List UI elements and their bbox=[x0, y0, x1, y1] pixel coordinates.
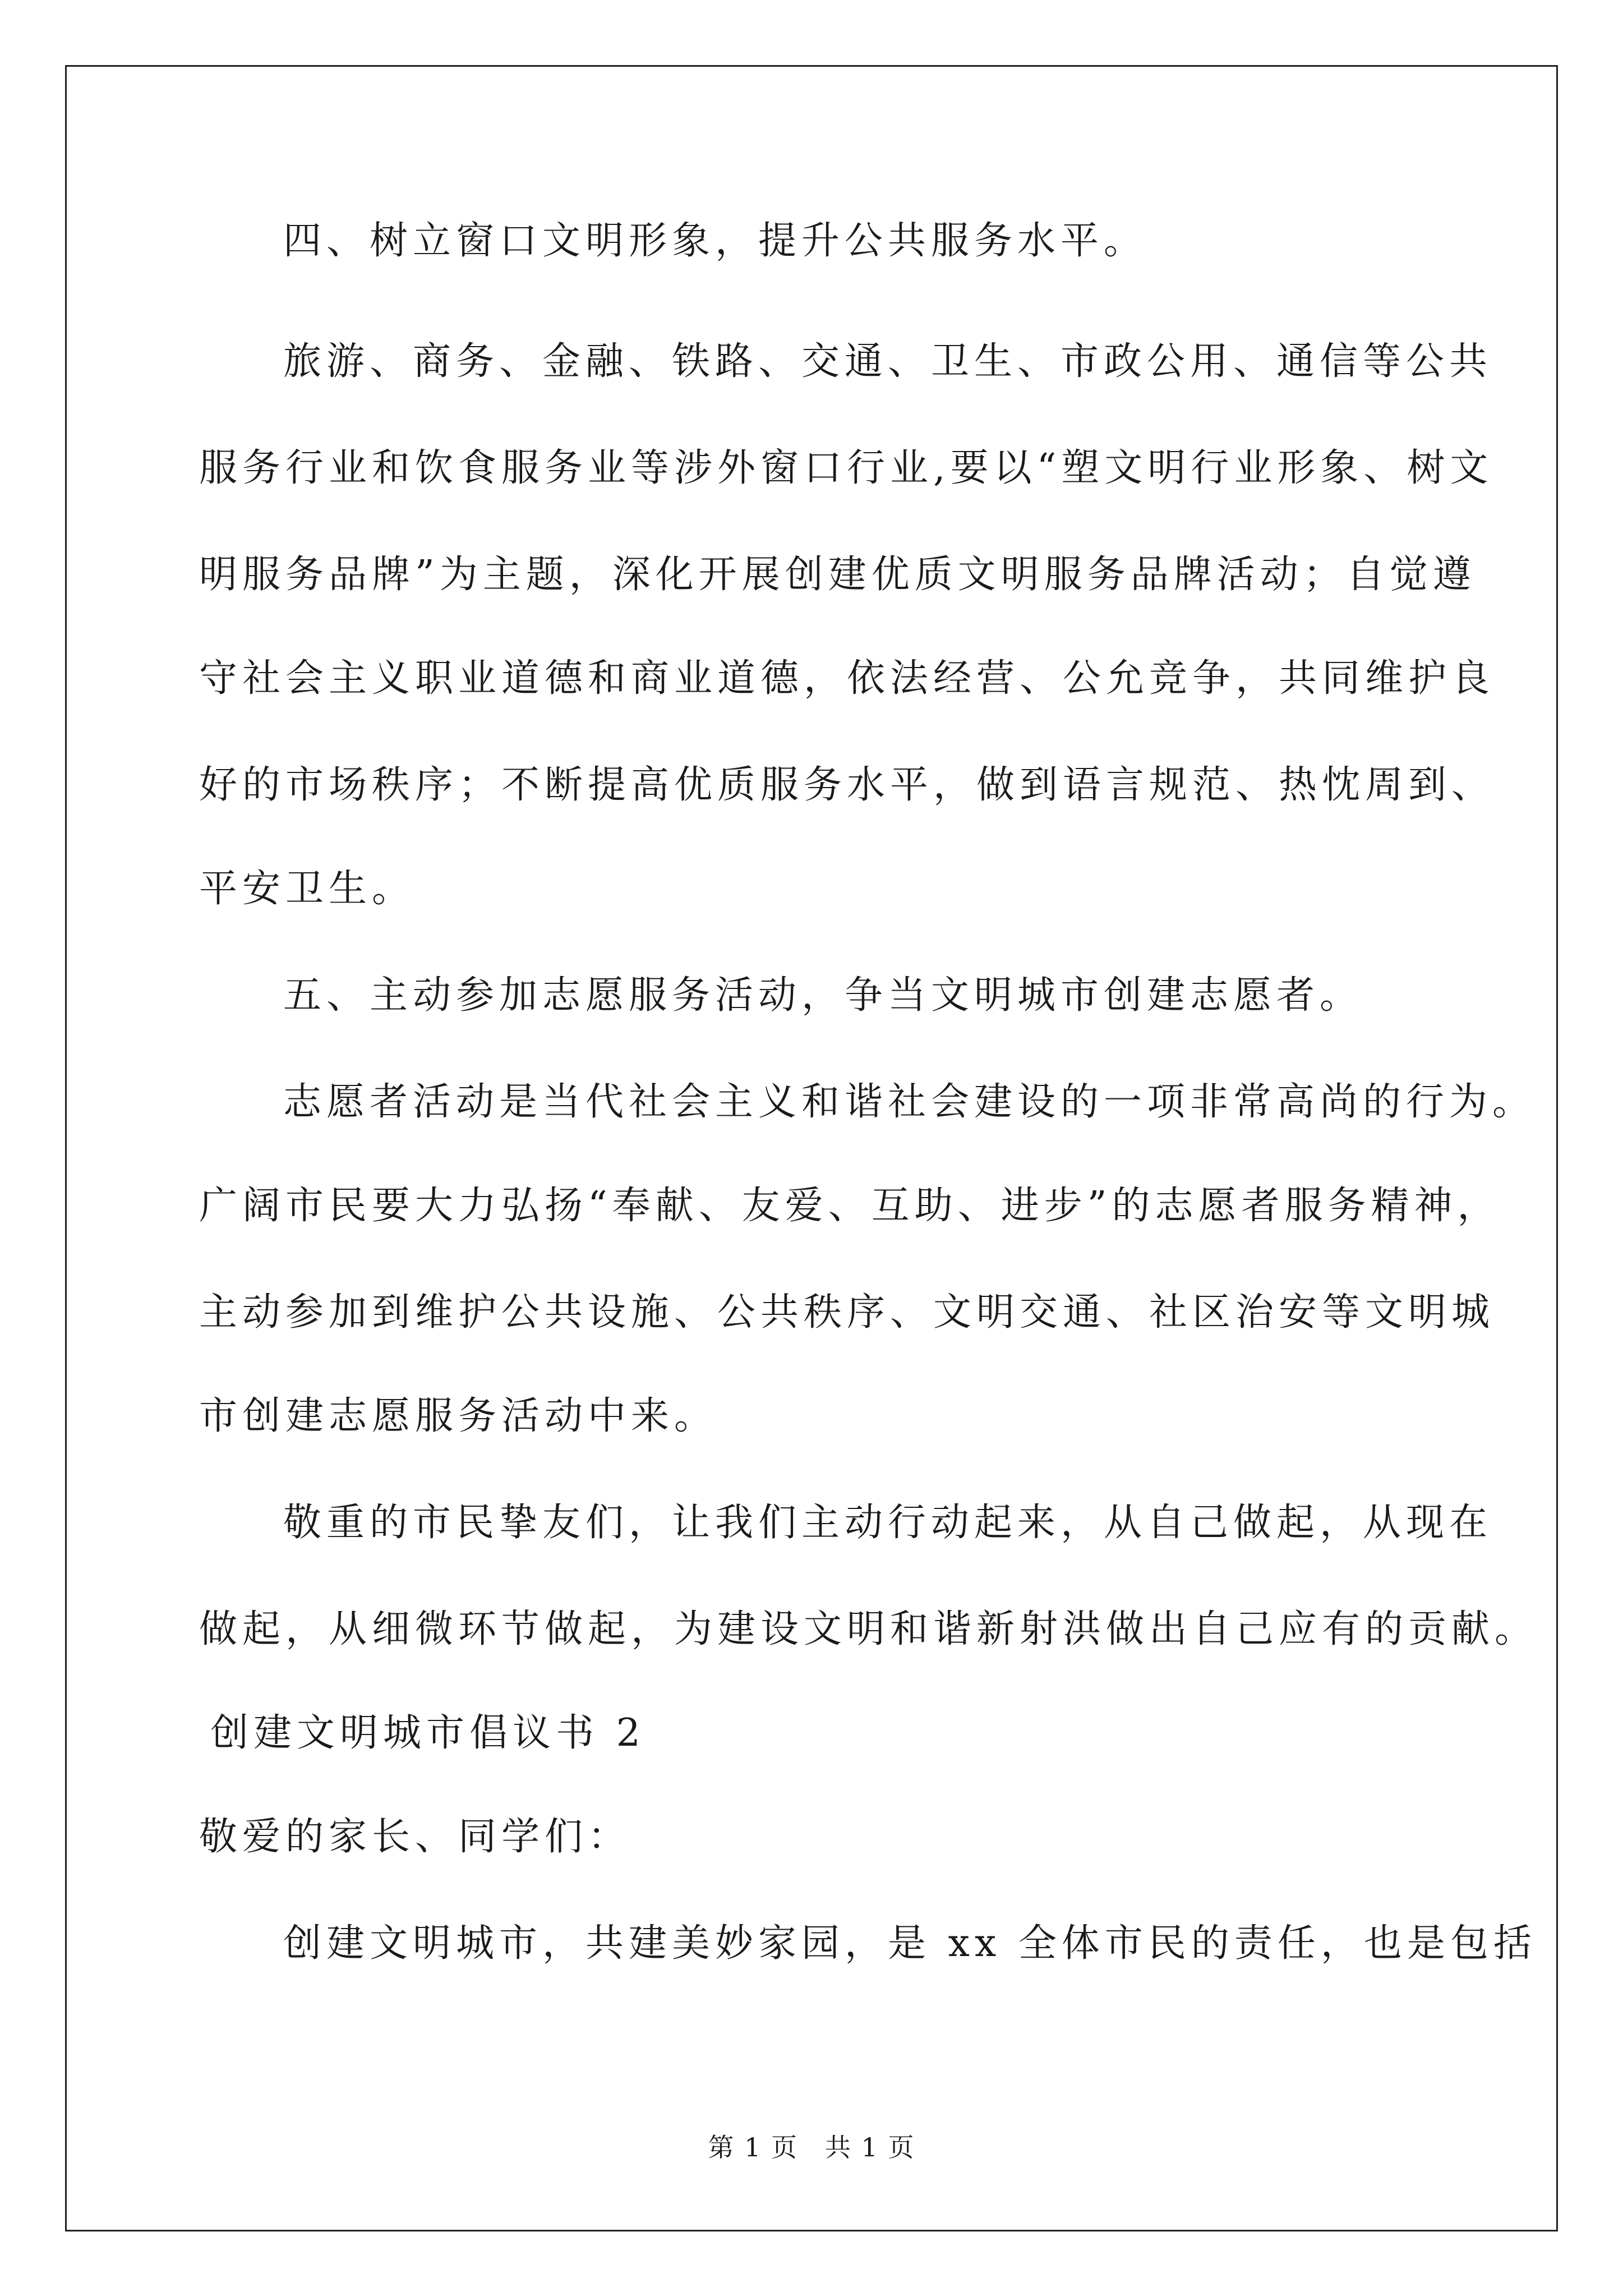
section-heading-5: 五、主动参加志愿服务活动，争当文明城市创建志愿者。 bbox=[283, 973, 1363, 1018]
page-footer: 第 1 页 共 1 页 bbox=[708, 2132, 915, 2162]
page-border bbox=[65, 65, 1558, 2231]
paragraph-line: 好的市场秩序；不断提高优质服务水平，做到语言规范、热忱周到、 bbox=[199, 763, 1495, 807]
paragraph-line: 明服务品牌”为主题，深化开展创建优质文明服务品牌活动；自觉遵 bbox=[199, 553, 1476, 597]
paragraph-line: 广阔市民要大力弘扬“奉献、友爱、互助、进步”的志愿者服务精神， bbox=[199, 1184, 1501, 1228]
paragraph-line: 敬重的市民挚友们，让我们主动行动起来，从自己做起，从现在 bbox=[283, 1501, 1493, 1545]
paragraph-line: 志愿者活动是当代社会主义和谐社会建设的一项非常高尚的行为。 bbox=[283, 1080, 1536, 1124]
paragraph-line: 创建文明城市，共建美妙家园，是 xx 全体市民的责任，也是包括 bbox=[283, 1921, 1537, 1966]
paragraph-line: 做起，从细微环节做起，为建设文明和谐新射洪做出自己应有的贡献。 bbox=[199, 1607, 1538, 1651]
paragraph-line: 主动参加到维护公共设施、公共秩序、文明交通、社区治安等文明城 bbox=[199, 1290, 1495, 1335]
paragraph-line: 平安卫生。 bbox=[199, 867, 416, 911]
paragraph-line: 旅游、商务、金融、铁路、交通、卫生、市政公用、通信等公共 bbox=[283, 339, 1493, 384]
document-title: 创建文明城市倡议书 2 bbox=[210, 1711, 645, 1755]
salutation: 敬爱的家长、同学们： bbox=[199, 1815, 631, 1859]
paragraph-line: 市创建志愿服务活动中来。 bbox=[199, 1394, 718, 1438]
paragraph-line: 守社会主义职业道德和商业道德，依法经营、公允竞争，共同维护良 bbox=[199, 656, 1495, 701]
section-heading-4: 四、树立窗口文明形象，提升公共服务水平。 bbox=[283, 219, 1147, 263]
paragraph-line: 服务行业和饮食服务业等涉外窗口行业,要以“塑文明行业形象、树文 bbox=[199, 446, 1493, 490]
